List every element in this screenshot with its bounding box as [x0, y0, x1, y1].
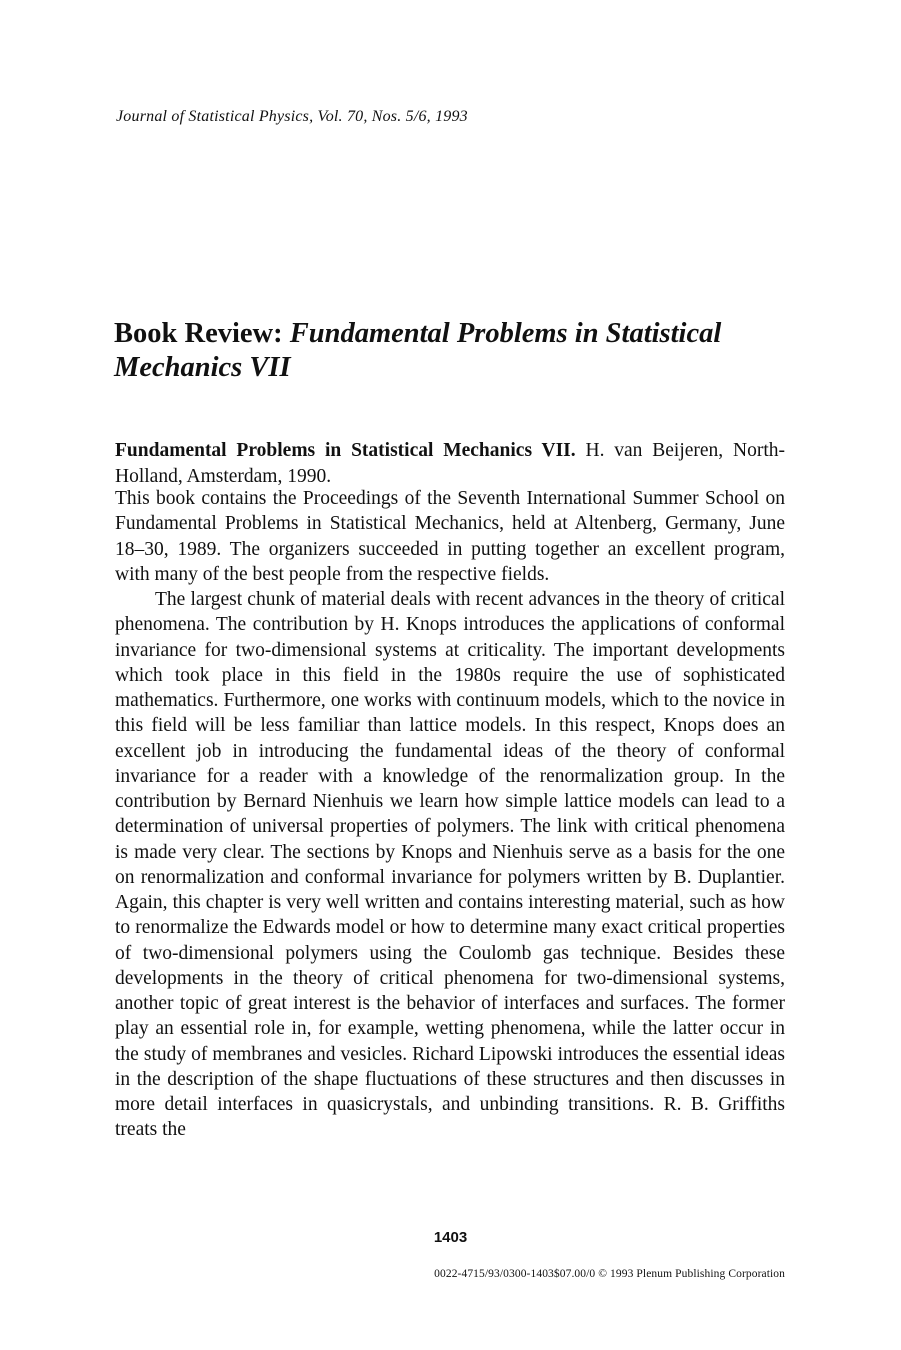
book-citation [115, 438, 785, 490]
body-paragraph-1: This book contains the Proceedings of the Seventh International Summer School on Fundamental Problems in Statistical Mechanics, held at Altenberg, Germany, June 18–30, 1989. The organizers succeeded in putting together an excellent program, with many of the best people from the respective fields. [115, 488, 785, 585]
citation-book-title: Fundamental Problems in Statistical Mechanics VII. [115, 440, 576, 461]
journal-header: Journal of Statistical Physics, Vol. 70, Nos. 5/6, 1993 [116, 108, 468, 125]
citation-details: H. van Beijeren, North-Holland, Amsterdam, 1990. [115, 440, 786, 487]
body-paragraph-2: The largest chunk of material deals with recent advances in the theory of critical phenomena. The contribution by H. Knops introduces the applications of conformal invariance for two-dimensional systems at criticality. The important developments which took place in this field in the 1980s require the use of sophisticated mathematics. Furthermore, one works with continuum models, which to the novice in this field will be less familiar than lattice models. In this respect, Knops does an excellent job in introducing the fundamental ideas of the theory of conformal invariance for a reader with a knowledge of the renormalization group. In the contribution by Bernard Nienhuis we learn how simple lattice models can lead to a determination of universal properties of polymers. The link with critical phenomena is made very clear. The sections by Knops and Nienhuis serve as a basis for the one on renormalization and conformal invariance for polymers written by B. Duplantier. Again, this chapter is very well written and contains interesting material, such as how to renormalize the Edwards model or how to determine many exact critical properties of two-dimensional polymers using the Coulomb gas technique. Besides these developments in the theory of critical phenomena for two-dimensional systems, another topic of great interest is the behavior of interfaces and surfaces. The former play an essential role in, for example, wetting phenomena, while the latter occur in the study of membranes and vesicles. Richard Lipowski introduces the essential ideas in the description of the shape fluctuations of these structures and then discusses in more detail interfaces in quasicrystals, and unbinding transitions. R. B. Griffiths treats the [115, 589, 785, 1141]
page-number: 1403 [433, 1229, 468, 1246]
review-body [115, 486, 785, 1143]
title-prefix: Book Review: [114, 318, 290, 349]
article-title [114, 317, 794, 385]
title-book-name: Fundamental Problems in Statistical Mechanics VII [114, 318, 722, 383]
copyright-line: 0022-4715/93/0300-1403$07.00/0 © 1993 Plenum Publishing Corporation [434, 1268, 785, 1280]
